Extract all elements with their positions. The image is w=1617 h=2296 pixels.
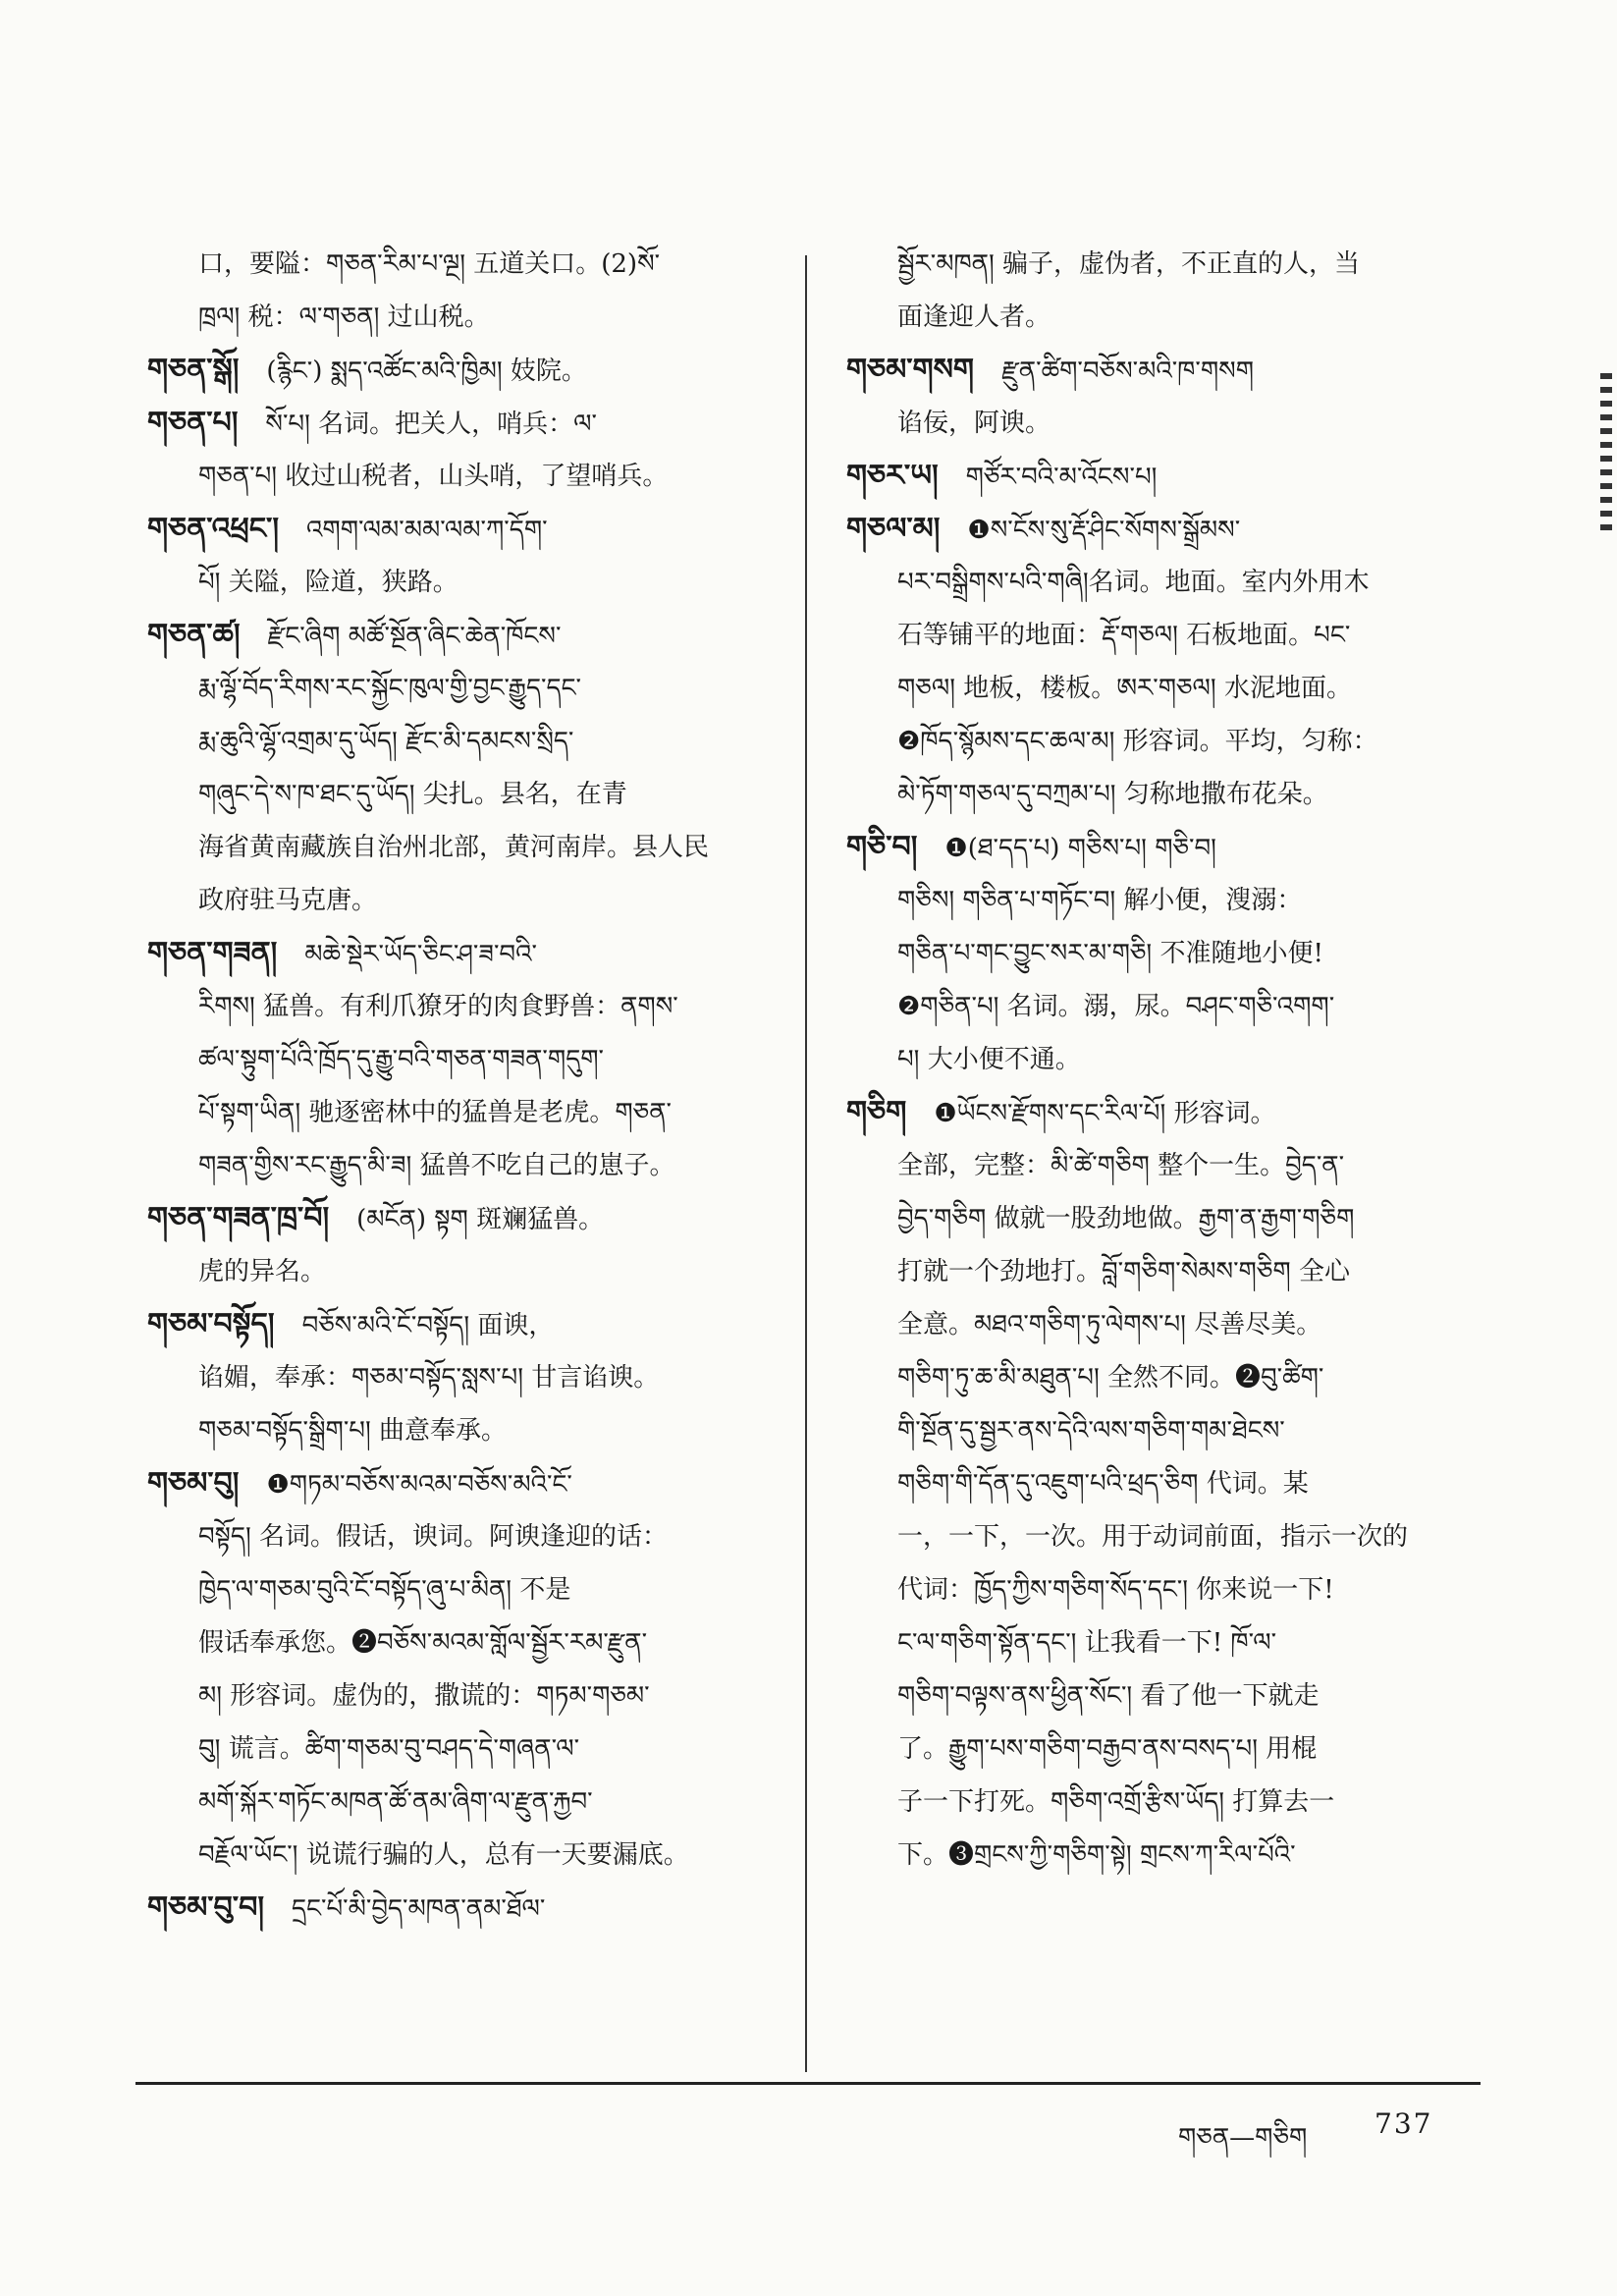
entry-line: [147, 1882, 785, 1935]
headword: གཅམ་བུ་བ།: [147, 1890, 264, 1925]
entry-line: [846, 503, 1475, 556]
definition-text: 代词：ཁྱོད་ཀྱིས་གཅིག་སོད་དང་། 你来说一下!: [897, 1575, 1334, 1605]
headword: གཅན་པ།: [147, 406, 239, 440]
headword: གཅི་བ།: [846, 830, 918, 864]
definition-text: ❶ཡོངས་རྫོགས་དང་རིལ་པོ། 形容词。: [934, 1099, 1276, 1128]
entry-continuation-line: [147, 1404, 785, 1457]
definition-text: 虎的异名。: [198, 1257, 327, 1286]
definition-text: ❷གཅིན་པ། 名词。溺，尿。བཤང་གཅི་འགག་: [897, 992, 1335, 1021]
definition-text: རིགས། 猛兽。有利爪獠牙的肉食野兽：ནགས་: [198, 992, 678, 1021]
column-divider: [805, 255, 807, 2072]
definition-text: གཅིས། གཅིན་པ་གཏོང་བ། 解小便，溲溺：: [897, 886, 1303, 915]
entry-continuation-line: [147, 768, 785, 821]
entry-continuation-line: [147, 1351, 785, 1404]
entry-continuation-line: [846, 238, 1475, 291]
entry-continuation-line: [846, 662, 1475, 715]
definition-text: མ། 形容词。虚伪的，撒谎的：གཏམ་གཅམ་: [198, 1681, 650, 1711]
headword: གཅན་གཟན།: [147, 936, 278, 970]
definition-text: ❶ས་ངོས་སུ་རྡོ་ཤིང་སོགས་སྒྲོམས་: [967, 516, 1241, 545]
definition-text: ❶གཏམ་བཅོས་མའམ་བཅོས་མའི་ངོ་: [266, 1470, 572, 1500]
entry-continuation-line: [846, 927, 1475, 980]
entry-continuation-line: [147, 450, 785, 503]
entry-line: [846, 821, 1475, 874]
entry-line: [147, 609, 785, 662]
definition-text: 假话奉承您。❷བཅོས་མའམ་གློལ་སྦྱོར་རམ་རྫུན་: [198, 1628, 648, 1658]
definition-text: བསྟོད། 名词。假话，谀词。阿谀逢迎的话：: [198, 1522, 669, 1552]
definition-text: པོ། 关隘，险道，狭路。: [198, 568, 458, 597]
entry-continuation-line: [147, 1086, 785, 1139]
headword: གཅར་ཡ།: [846, 459, 939, 493]
entry-continuation-line: [846, 556, 1475, 609]
entry-continuation-line: [147, 238, 785, 291]
entry-line: [147, 1192, 785, 1245]
entry-line: [147, 344, 785, 397]
definition-text: 政府驻马克唐。: [198, 886, 378, 915]
entry-continuation-line: [147, 1616, 785, 1669]
definition-text: གཞུང་དེ་ས་ཁ་ཐང་དུ་ཡོད། 尖扎。县名，在青: [198, 780, 627, 809]
entry-line: [846, 344, 1475, 397]
definition-text: མཆེ་སྡེར་ཡོད་ཅིང་ཤ་ཟ་བའི་: [304, 940, 537, 969]
entry-continuation-line: [147, 291, 785, 344]
entry-continuation-line: [147, 1245, 785, 1298]
entry-continuation-line: [147, 1563, 785, 1616]
definition-text: 子一下打死。གཅིག་འགྲོ་རྩིས་ཡོད། 打算去一: [897, 1787, 1335, 1817]
page-number: 737: [1374, 2107, 1433, 2140]
definition-text: ❶(ཐ་དད་པ) གཅིས་པ། གཅི་བ།: [944, 834, 1216, 863]
headword: གཅན་འཕྲང་།: [147, 512, 280, 546]
right-column: [846, 238, 1475, 1882]
entry-line: [147, 1298, 785, 1351]
definition-text: བྱེད་གཅིག 做就一股劲地做。རྒྱག་ན་རྒྱག་གཅིག: [897, 1204, 1355, 1233]
definition-text: བརྗོལ་ཡོང་། 说谎行骗的人，总有一天要漏底。: [198, 1840, 689, 1870]
entry-continuation-line: [147, 1510, 785, 1563]
definition-text: གཅིག་ཏུ་ཆ་མི་མཐུན་པ། 全然不同。❷བུ་ཚིག་: [897, 1363, 1324, 1393]
entry-continuation-line: [846, 1776, 1475, 1829]
entry-continuation-line: [147, 715, 785, 768]
entry-continuation-line: [846, 1192, 1475, 1245]
entry-continuation-line: [846, 1722, 1475, 1776]
headword: གཅན་ཚ།: [147, 618, 241, 652]
definition-text: 谄佞，阿谀。: [897, 409, 1051, 438]
definition-text: དྲང་པོ་མི་བྱེད་མཁན་ནམ་ཐོལ་: [291, 1894, 546, 1924]
headword: གཅན་སྒོ།: [147, 353, 240, 387]
entry-continuation-line: [846, 1510, 1475, 1563]
entry-continuation-line: [147, 821, 785, 874]
definition-text: 打就一个劲地打。བློ་གཅིག་སེམས་གཅིག 全心: [897, 1257, 1350, 1286]
entry-continuation-line: [846, 715, 1475, 768]
definition-text: ཚལ་སྟུག་པོའི་ཁྲོད་དུ་རྒྱུ་བའི་གཅན་གཟན་གདུག་: [198, 1045, 605, 1074]
definition-text: 下。❸གྲངས་ཀྱི་གཅིག་སྟེ། གྲངས་ཀ་རིལ་པོའི་: [897, 1840, 1296, 1870]
definition-text: པ། 大小便不通。: [897, 1045, 1081, 1074]
definition-text: 口，要隘：གཅན་རིམ་པ་ལྔ། 五道关口。(2)སོ་: [198, 249, 661, 279]
definition-text: (མངོན) སྟག 斑斓猛兽。: [356, 1205, 605, 1234]
entry-continuation-line: [846, 397, 1475, 450]
entry-continuation-line: [846, 291, 1475, 344]
entry-line: [147, 927, 785, 980]
entry-continuation-line: [846, 1563, 1475, 1616]
definition-text: གཅིན་པ་གང་བྱུང་སར་མ་གཅི། 不准随地小便!: [897, 939, 1323, 968]
definition-text: བུ། 谎言。ཚིག་གཅམ་བུ་བཤད་དེ་གཞན་ལ་: [198, 1734, 580, 1764]
definition-text: 谄媚，奉承：གཅམ་བསྟོད་སླས་པ། 甘言谄谀。: [198, 1363, 660, 1393]
definition-text: (རྙིང་) སྨད་འཚོང་མའི་ཁྱིམ། 妓院。: [266, 356, 587, 386]
definition-text: 石等铺平的地面：རྡོ་གཅལ། 石板地面。པང་: [897, 621, 1351, 650]
entry-continuation-line: [147, 980, 785, 1033]
entry-continuation-line: [846, 1829, 1475, 1882]
headword: གཅམ་གསག: [846, 353, 975, 387]
entry-continuation-line: [147, 874, 785, 927]
entry-continuation-line: [846, 874, 1475, 927]
entry-continuation-line: [846, 1245, 1475, 1298]
entry-continuation-line: [147, 1139, 785, 1192]
definition-text: 海省黄南藏族自治州北部，黄河南岸。县人民: [198, 833, 710, 862]
definition-text: ཁྱེད་ལ་གཅམ་བུའི་ངོ་བསྟོད་ཞུ་པ་མིན། 不是: [198, 1575, 571, 1605]
entry-continuation-line: [846, 1033, 1475, 1086]
definition-text: རྫུན་ཚིག་བཅོས་མའི་ཁ་གསག: [1001, 356, 1254, 386]
running-head: གཅན—གཅིག: [1178, 2123, 1308, 2153]
entry-continuation-line: [846, 1404, 1475, 1457]
definition-text: གཅན་པ། 收过山税者，山头哨，了望哨兵。: [198, 462, 669, 491]
footer-rule: [135, 2082, 1481, 2085]
definition-text: པོ་སྟག་ཡིན། 驰逐密林中的猛兽是老虎。གཅན་: [198, 1098, 673, 1127]
definition-text: བཅོས་མའི་ངོ་བསྟོད། 面谀，: [301, 1311, 555, 1340]
entry-continuation-line: [846, 980, 1475, 1033]
definition-text: གཅམ་བསྟོད་སྒྲིག་པ། 曲意奉承。: [198, 1416, 507, 1446]
definition-text: གཟན་གྱིས་རང་རྒྱུད་མི་ཟ། 猛兽不吃自己的崽子。: [198, 1151, 675, 1180]
definition-text: གཅལ། 地板，楼板。ཨར་གཅལ། 水泥地面。: [897, 674, 1352, 703]
definition-text: པར་བསྒྲིགས་པའི་གཞི།名词。地面。室内外用木: [897, 568, 1370, 597]
entry-line: [846, 450, 1475, 503]
entry-continuation-line: [846, 1298, 1475, 1351]
scan-edge-marks: [1600, 373, 1612, 530]
headword: གཅམ་བསྟོད།: [147, 1307, 275, 1341]
definition-text: མེ་ཏོག་གཅལ་དུ་བཀྲམ་པ། 匀称地撒布花朵。: [897, 780, 1328, 809]
entry-continuation-line: [147, 662, 785, 715]
headword: གཅན་གཟན་ཁྲ་བོ།: [147, 1201, 330, 1235]
entry-line: [846, 1086, 1475, 1139]
entry-continuation-line: [846, 1457, 1475, 1510]
headword: གཅལ་མ།: [846, 512, 941, 546]
entry-continuation-line: [147, 1776, 785, 1829]
definition-text: འགག་ལམ་མམ་ལམ་ཀ་དོག་: [306, 516, 548, 545]
left-column: [147, 238, 785, 1935]
definition-text: གཅིག་གི་དོན་དུ་འཇུག་པའི་ཕྲད་ཅིག 代词。某: [897, 1469, 1309, 1499]
definition-text: 全意。མཐའ་གཅིག་ཏུ་ལེགས་པ། 尽善尽美。: [897, 1310, 1322, 1339]
definition-text: མགོ་སྐོར་གཏོང་མཁན་ཚོ་ནམ་ཞིག་ལ་རྫུན་རྐྱབ་: [198, 1787, 593, 1817]
headword: གཅམ་བུ།: [147, 1466, 240, 1501]
definition-text: 了。རྒྱུག་པས་གཅིག་བརྒྱབ་ནས་བསད་པ། 用棍: [897, 1734, 1318, 1764]
entry-continuation-line: [846, 1139, 1475, 1192]
definition-text: 一，一下，一次。用于动词前面，指示一次的: [897, 1522, 1409, 1552]
entry-continuation-line: [846, 768, 1475, 821]
entry-line: [147, 503, 785, 556]
definition-text: 面逢迎人者。: [897, 302, 1051, 332]
definition-text: ❷ཁོད་སྙོམས་དང་ཆལ་མ། 形容词。平均，匀称：: [897, 727, 1378, 756]
definition-text: ཁྲལ། 税：ལ་གཅན། 过山税。: [198, 302, 490, 332]
definition-text: 全部，完整：མི་ཚེ་གཅིག 整个一生。བྱེད་ན་: [897, 1151, 1345, 1180]
definition-text: གི་སྔོན་དུ་སྦྱར་ནས་དེའི་ལས་གཅིག་གམ་ཐེངས་: [897, 1416, 1285, 1446]
entry-line: [147, 397, 785, 450]
entry-continuation-line: [147, 1669, 785, 1722]
definition-text: གཅིག་བལྟས་ནས་ཕྱིན་སོང་། 看了他一下就走: [897, 1681, 1320, 1711]
entry-continuation-line: [846, 1616, 1475, 1669]
definition-text: རྫོང་ཞིག མཚོ་སྔོན་ཞིང་ཆེན་ཁོངས་: [267, 622, 562, 651]
headword: གཅིག: [846, 1095, 907, 1129]
entry-line: [147, 1457, 785, 1510]
definition-text: སྦྱོར་མཁན། 骗子，虚伪者，不正直的人，当: [897, 249, 1361, 279]
entry-continuation-line: [846, 1351, 1475, 1404]
entry-continuation-line: [846, 609, 1475, 662]
entry-continuation-line: [147, 1829, 785, 1882]
definition-text: རྨ་ལྷོ་བོད་རིགས་རང་སྐྱོང་ཁུལ་གྱི་བྱང་རྒྱུད་དང་: [198, 674, 581, 703]
entry-continuation-line: [147, 556, 785, 609]
entry-continuation-line: [846, 1669, 1475, 1722]
definition-text: རྨ་ཆུའི་ལྷོ་འགྲམ་དུ་ཡོད། རྫོང་མི་དམངས་སྲིད་: [198, 727, 574, 756]
definition-text: སོ་པ། 名词。把关人，哨兵：ལ་: [265, 410, 597, 439]
entry-continuation-line: [147, 1033, 785, 1086]
definition-text: གཙོར་བའི་མ་འོངས་པ།: [965, 463, 1158, 492]
definition-text: ང་ལ་གཅིག་སྟོན་དང་། 让我看一下! ཁོ་ལ་: [897, 1628, 1277, 1658]
entry-continuation-line: [147, 1722, 785, 1776]
